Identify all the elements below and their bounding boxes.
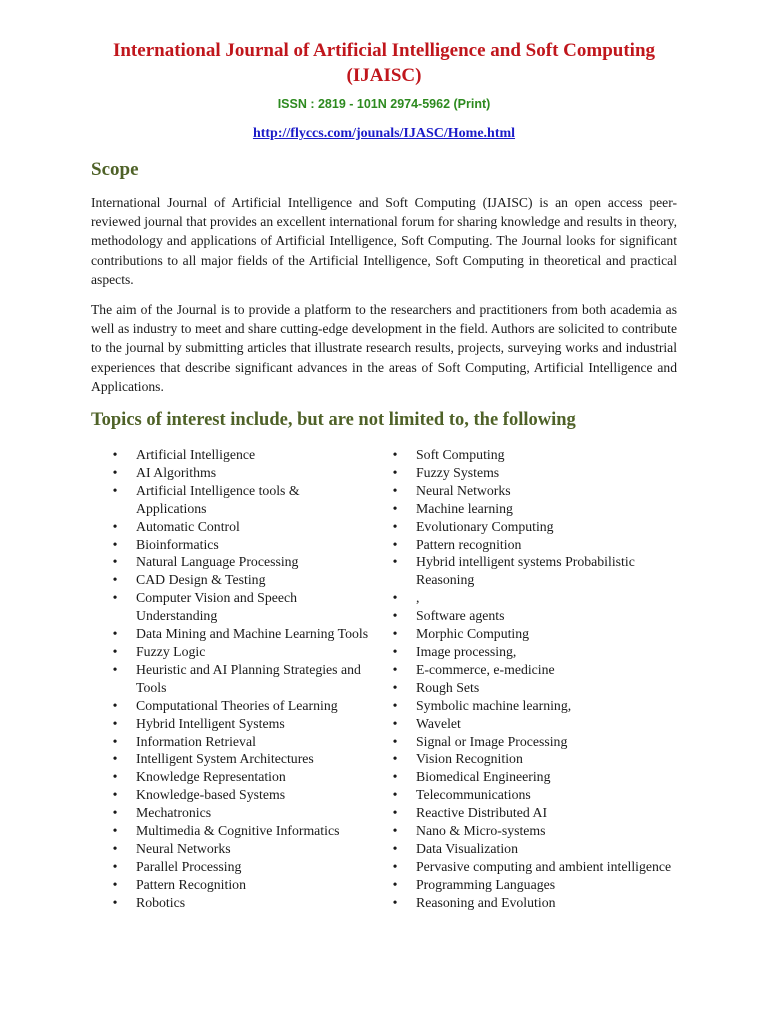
- bullet-icon: •: [392, 482, 398, 498]
- topic-list-item: [390, 733, 680, 751]
- topic-list-item: [390, 500, 680, 518]
- topic-label: Heuristic and AI Planning Strategies and Tools: [136, 661, 361, 695]
- topic-label: Bioinformatics: [136, 536, 219, 552]
- bullet-icon: •: [112, 769, 118, 785]
- topic-label: Intelligent System Architectures: [136, 751, 314, 767]
- journal-title: [90, 38, 678, 88]
- topic-list-item: [390, 894, 680, 912]
- topic-list-item: [110, 589, 370, 625]
- topic-label: Data Mining and Machine Learning Tools: [136, 626, 369, 642]
- topic-list-item: [110, 697, 370, 715]
- topic-label: Hybrid Intelligent Systems: [136, 715, 285, 731]
- topic-list-item: [110, 876, 370, 894]
- bullet-icon: •: [112, 536, 118, 552]
- bullet-icon: •: [392, 500, 398, 516]
- journal-title-line2: (IJAISC): [346, 65, 422, 86]
- bullet-icon: •: [392, 661, 398, 677]
- topic-label: Artificial Intelligence tools & Applications: [136, 482, 300, 516]
- topic-label: Automatic Control: [136, 518, 240, 534]
- topic-list-item: [390, 876, 680, 894]
- bullet-icon: •: [112, 876, 118, 892]
- topic-label: Reactive Distributed AI: [416, 805, 548, 821]
- topic-label: Mechatronics: [136, 805, 212, 821]
- topic-list-item: [390, 607, 680, 625]
- topics-list-right: [390, 446, 680, 912]
- topic-list-item: [110, 840, 370, 858]
- topic-label: Wavelet: [416, 715, 461, 731]
- topic-list-item: [390, 715, 680, 733]
- bullet-icon: •: [392, 733, 398, 749]
- bullet-icon: •: [112, 751, 118, 767]
- topic-label: AI Algorithms: [136, 464, 217, 480]
- bullet-icon: •: [112, 787, 118, 803]
- topic-label: Morphic Computing: [416, 626, 530, 642]
- topic-list-item: [110, 715, 370, 733]
- topics-heading: Topics of interest include, but are not limited to, the following: [91, 410, 576, 430]
- topic-list-item: [390, 625, 680, 643]
- bullet-icon: •: [392, 787, 398, 803]
- scope-paragraph-2: The aim of the Journal is to provide a platform to the researchers and practitioners from both academia as well as industry to meet and share cutting-edge development in the field. Authors are solicited to contribute to the journal by submitting articles that illustrate research results, projects, surveying works and industrial experiences that describe significant advances in the areas of Soft Computing, Artificial Intelligence and Applications.: [91, 302, 677, 394]
- topic-label: Information Retrieval: [136, 733, 256, 749]
- topic-label: Evolutionary Computing: [416, 518, 554, 534]
- topic-label: Artificial Intelligence: [136, 447, 256, 462]
- topic-label: Biomedical Engineering: [416, 769, 551, 785]
- topic-list-item: [110, 553, 370, 571]
- topic-list-item: [110, 768, 370, 786]
- topic-label: Image processing,: [416, 643, 517, 659]
- topic-list-item: [390, 679, 680, 697]
- scope-heading: Scope: [91, 159, 139, 180]
- bullet-icon: •: [112, 733, 118, 749]
- topic-list-item: [390, 804, 680, 822]
- topic-label: Signal or Image Processing: [416, 733, 568, 749]
- bullet-icon: •: [392, 876, 398, 892]
- topic-label: Computer Vision and Speech Understanding: [136, 590, 298, 624]
- topic-label: Computational Theories of Learning: [136, 697, 338, 713]
- topic-list-item: [110, 894, 370, 912]
- topic-list-item: [110, 822, 370, 840]
- topic-list-item: [110, 750, 370, 768]
- topic-list-item: [390, 482, 680, 500]
- bullet-icon: •: [112, 661, 118, 677]
- bullet-icon: •: [392, 715, 398, 731]
- topic-list-item: [390, 840, 680, 858]
- topic-list-item: [390, 464, 680, 482]
- topic-label: Reasoning and Evolution: [416, 894, 556, 910]
- topic-list-item: [110, 643, 370, 661]
- topic-list-item: [110, 464, 370, 482]
- bullet-icon: •: [392, 679, 398, 695]
- topic-list-item: [110, 858, 370, 876]
- topic-label: Vision Recognition: [416, 751, 523, 767]
- topic-label: Rough Sets: [416, 679, 480, 695]
- topic-label: Pattern recognition: [416, 536, 522, 552]
- bullet-icon: •: [392, 894, 398, 910]
- topic-list-item: [110, 661, 370, 697]
- topic-label: Fuzzy Systems: [416, 464, 500, 480]
- bullet-icon: •: [392, 751, 398, 767]
- topics-list-left: [110, 446, 370, 912]
- topic-label: Robotics: [136, 894, 186, 910]
- bullet-icon: •: [392, 805, 398, 821]
- topic-label: Knowledge Representation: [136, 769, 286, 785]
- bullet-icon: •: [112, 840, 118, 856]
- topic-list-item: [110, 482, 370, 518]
- bullet-icon: •: [112, 805, 118, 821]
- bullet-icon: •: [392, 769, 398, 785]
- bullet-icon: •: [112, 482, 118, 498]
- topic-label: Pattern Recognition: [136, 876, 246, 892]
- topic-label: E-commerce, e-medicine: [416, 661, 555, 677]
- bullet-icon: •: [112, 715, 118, 731]
- topic-label: Neural Networks: [136, 840, 231, 856]
- topic-label: Soft Computing: [416, 447, 505, 462]
- topic-list-item: [110, 571, 370, 589]
- topic-label: Software agents: [416, 608, 505, 624]
- topic-label: Fuzzy Logic: [136, 643, 206, 659]
- bullet-icon: •: [112, 554, 118, 570]
- topic-label: Telecommunications: [416, 787, 531, 803]
- bullet-icon: •: [112, 823, 118, 839]
- topic-list-item: [390, 553, 680, 589]
- topic-label: Parallel Processing: [136, 858, 242, 874]
- topic-list-item: [110, 446, 370, 464]
- topic-label: Programming Languages: [416, 876, 556, 892]
- journal-home-link[interactable]: http://flyccs.com/jounals/IJASC/Home.html: [252, 126, 516, 141]
- topic-list-item: [390, 750, 680, 768]
- bullet-icon: •: [392, 518, 398, 534]
- topic-list-item: [390, 589, 680, 607]
- topic-label: Knowledge-based Systems: [136, 787, 286, 803]
- topic-list-item: [390, 822, 680, 840]
- journal-url-line: [90, 125, 678, 143]
- bullet-icon: •: [392, 536, 398, 552]
- bullet-icon: •: [112, 643, 118, 659]
- bullet-icon: •: [392, 823, 398, 839]
- bullet-icon: •: [112, 447, 118, 462]
- bullet-icon: •: [112, 590, 118, 606]
- topic-list-item: [110, 518, 370, 536]
- topic-list-item: [390, 536, 680, 554]
- topic-label: Multimedia & Cognitive Informatics: [136, 823, 340, 839]
- topic-label: Machine learning: [416, 500, 513, 516]
- bullet-icon: •: [112, 464, 118, 480]
- bullet-icon: •: [112, 697, 118, 713]
- journal-title-line1: International Journal of Artificial Intelligence and Soft Computing: [112, 40, 656, 61]
- topic-label: CAD Design & Testing: [136, 572, 266, 588]
- topic-list-item: [390, 446, 680, 464]
- topic-label: Hybrid intelligent systems Probabilistic Reasoning: [416, 554, 635, 588]
- topic-list-item: [390, 643, 680, 661]
- topic-label: ,: [416, 590, 420, 606]
- topic-list-item: [390, 661, 680, 679]
- topic-list-item: [390, 768, 680, 786]
- topic-label: Natural Language Processing: [136, 554, 299, 570]
- topic-list-item: [110, 804, 370, 822]
- bullet-icon: •: [112, 572, 118, 588]
- bullet-icon: •: [392, 608, 398, 624]
- bullet-icon: •: [392, 447, 398, 462]
- topic-label: Symbolic machine learning,: [416, 697, 572, 713]
- bullet-icon: •: [392, 643, 398, 659]
- topic-list-item: [110, 733, 370, 751]
- topic-list-item: [390, 786, 680, 804]
- bullet-icon: •: [392, 554, 398, 570]
- topic-list-item: [110, 625, 370, 643]
- topic-list-item: [390, 518, 680, 536]
- bullet-icon: •: [392, 626, 398, 642]
- topic-list-item: [390, 858, 680, 876]
- topic-label: Data Visualization: [416, 840, 518, 856]
- bullet-icon: •: [392, 697, 398, 713]
- bullet-icon: •: [392, 464, 398, 480]
- topic-label: Pervasive computing and ambient intelligence: [416, 858, 672, 874]
- bullet-icon: •: [112, 858, 118, 874]
- topic-list-item: [110, 536, 370, 554]
- bullet-icon: •: [112, 626, 118, 642]
- bullet-icon: •: [112, 894, 118, 910]
- topic-list-item: [390, 697, 680, 715]
- bullet-icon: •: [392, 858, 398, 874]
- topic-label: Nano & Micro-systems: [416, 823, 546, 839]
- topic-list-item: [110, 786, 370, 804]
- bullet-icon: •: [392, 590, 398, 606]
- bullet-icon: •: [392, 840, 398, 856]
- topic-label: Neural Networks: [416, 482, 511, 498]
- issn-line: ISSN : 2819 - 101N 2974-5962 (Print): [277, 97, 491, 111]
- scope-paragraph-1: International Journal of Artificial Intelligence and Soft Computing (IJAISC) is an open access peer-reviewed journal that provides an excellent international forum for sharing knowledge and results in theory, methodology and applications of Artificial Intelligence, Soft Computing. The Journal looks for significant contributions to all major fields of the Artificial Intelligence, Soft Computing in theoretical and practical aspects.: [91, 195, 677, 287]
- bullet-icon: •: [112, 518, 118, 534]
